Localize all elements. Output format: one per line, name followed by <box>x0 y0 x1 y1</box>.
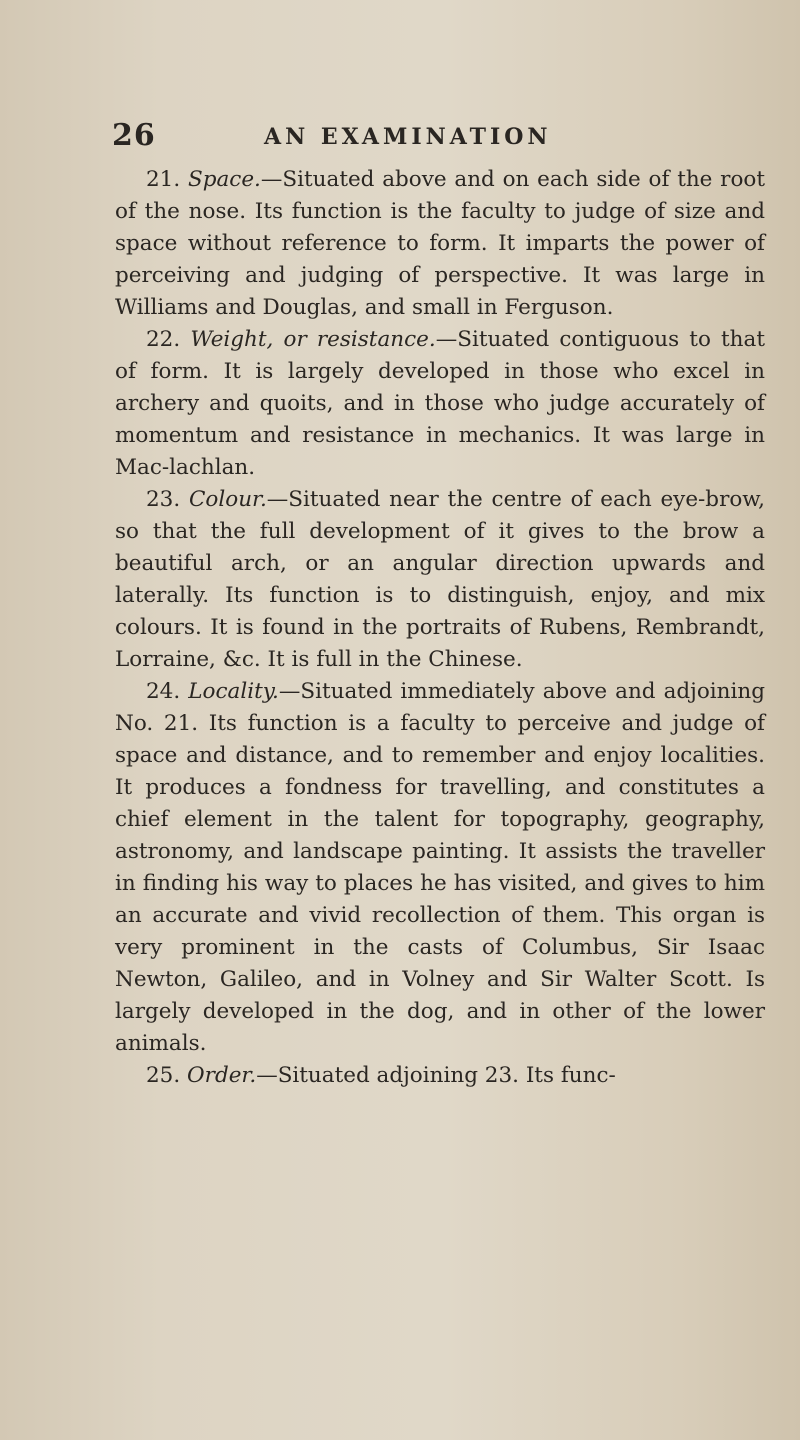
entry-order <box>115 1060 765 1092</box>
entry-text: —Situated above and on each side of the root of the nose. Its function is the faculty to judge of size and space without reference to form. It imparts the power of perceiving and judging of perspective. It was large in Williams and Douglas, and small in Ferguson. <box>115 167 765 320</box>
entry-number: 22. <box>146 327 181 352</box>
entry-text: —Situated immediately above and adjoining No. 21. Its function is a faculty to perceive and judge of space and distance, and to remember and enjoy localities. It produces a fondness for travelling, and constitutes a chief element in the talent for topography, geography, astronomy, and landscape painting. It assists the traveller in finding his way to places he has visited, and gives to him an accurate and vivid recollection of them. This organ is very prominent in the casts of Columbus, Sir Isaac Newton, Galileo, and in Volney and Sir Walter Scott. Is largely developed in the dog, and in other of the lower animals. <box>115 679 765 1056</box>
entry-text: —Situated contiguous to that of form. It is largely developed in those who excel in archery and quoits, and in those who judge accurately of momentum and resistance in mechanics. It was large in Mac-lachlan. <box>115 327 765 480</box>
entry-heading: Locality. <box>188 679 279 704</box>
entry-heading: Order. <box>187 1063 257 1088</box>
entry-heading: Space. <box>187 167 261 192</box>
entry-heading: Weight, or resistance. <box>190 327 436 352</box>
entry-text: —Situated adjoining 23. Its func- <box>256 1063 616 1088</box>
entry-text: —Situated near the centre of each eye-brow, so that the full development of it gives to the brow a beautiful arch, or an angular direction upwards and laterally. Its function is to distinguish, enjoy, and mix colours. It is found in the portraits of Rubens, Rembrandt, Lorraine, &c. It is full in the Chinese. <box>115 487 765 672</box>
running-head <box>112 118 762 162</box>
entry-heading: Colour. <box>188 487 267 512</box>
entry-number: 23. <box>146 487 181 512</box>
entry-weight <box>115 324 765 484</box>
entry-colour <box>115 484 765 676</box>
body-text <box>115 164 765 1092</box>
entry-number: 25. <box>146 1063 181 1088</box>
entry-space <box>115 164 765 324</box>
page-number: 26 <box>112 118 156 153</box>
entry-number: 24. <box>146 679 181 704</box>
running-title: AN EXAMINATION <box>264 124 552 150</box>
entry-locality <box>115 676 765 1060</box>
entry-number: 21. <box>146 167 181 192</box>
